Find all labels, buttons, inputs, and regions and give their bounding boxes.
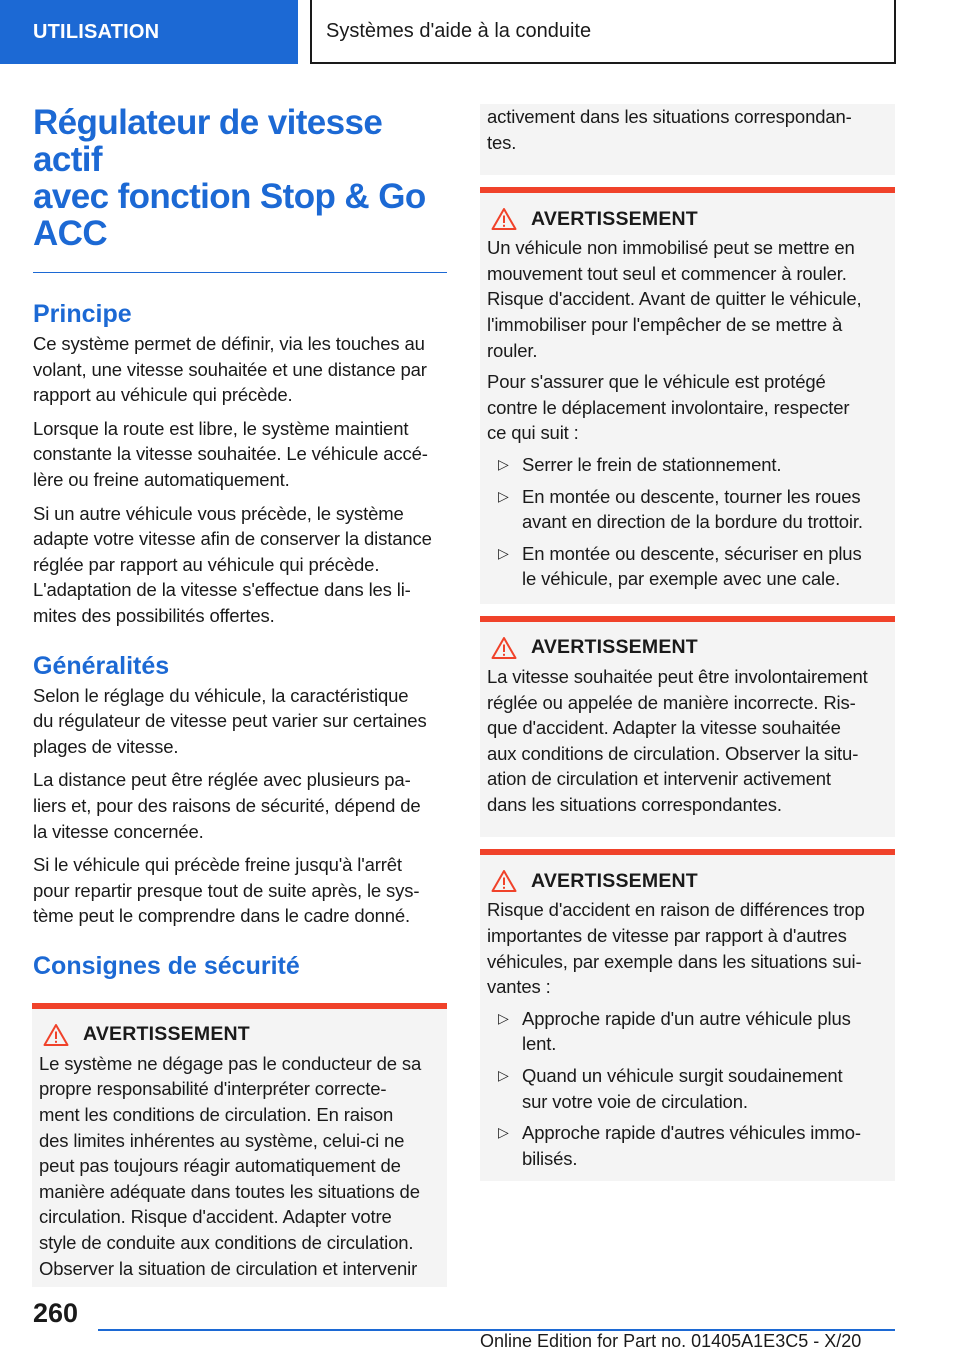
edition-label: Online Edition for Part no. 01405A1E3C5 - X/20 xyxy=(480,1331,862,1351)
paragraph: La distance peut être réglée avec plusieurs pa- liers et, pour des raisons de sécurité, dépend de la vitesse concernée. xyxy=(33,769,421,842)
right-column xyxy=(480,104,895,1181)
heading-principe: Principe xyxy=(33,300,132,328)
chapter-label: UTILISATION xyxy=(33,20,160,43)
heading-consignes: Consignes de sécurité xyxy=(33,951,300,980)
paragraph: Lorsque la route est libre, le système maintient constante la vitesse souhaitée. Le véhicule accé- lère ou freine automatiquement. xyxy=(33,417,428,490)
warning-title: AVERTISSEMENT xyxy=(83,1023,250,1046)
warning-box xyxy=(480,187,895,604)
list-item: ▷ Quand un véhicule surgit soudainement sur votre voie de circulation. xyxy=(498,1065,843,1112)
list-item: ▷ Approche rapide d'un autre véhicule plus lent. xyxy=(498,1007,851,1055)
warning-triangle-icon xyxy=(43,1023,69,1047)
bullet-list xyxy=(487,1006,887,1172)
bullet-icon: ▷ xyxy=(498,487,509,504)
bullet-icon: ▷ xyxy=(498,544,509,561)
warning-triangle-icon xyxy=(491,636,517,660)
bullet-icon: ▷ xyxy=(498,1124,509,1141)
warning-title: AVERTISSEMENT xyxy=(531,636,698,659)
title-line: avec fonction Stop & Go xyxy=(33,177,426,216)
warning-text: Risque d'accident en raison de différences trop importantes de vitesse par rapport à d'autres véhicules, par exemple dans les situations sui- vantes : xyxy=(487,899,865,998)
warning-box xyxy=(480,849,895,1181)
title-divider xyxy=(33,272,447,273)
section-label: Systèmes d'aide à la conduite xyxy=(326,19,592,42)
paragraph: Ce système permet de définir, via les touches au volant, une vitesse souhaitée et une distance par rapport au véhicule qui précède. xyxy=(33,333,427,406)
warning-text: La vitesse souhaitée peut être involontairement réglée ou appelée de manière incorrecte. Ris- que d'accident. Adapter la vitesse souhaitée aux conditions de circulation. Observer la situ- ation de circulation et intervenir activement dans les situations correspondantes. xyxy=(487,665,868,815)
list-item: ▷ Approche rapide d'autres véhicules immo- bilisés. xyxy=(498,1122,861,1169)
list-item: ▷ En montée ou descente, sécuriser en plus le véhicule, par exemple avec une cale. xyxy=(498,542,862,590)
warning-title: AVERTISSEMENT xyxy=(531,869,698,892)
bullet-icon: ▷ xyxy=(498,1067,509,1084)
warning-box xyxy=(480,616,895,838)
list-item: ▷ En montée ou descente, tourner les roues avant en direction de la bordure du trottoir. xyxy=(498,485,863,533)
title-line: ACC xyxy=(33,214,108,253)
paragraph: Si le véhicule qui précède freine jusqu'à l'arrêt pour repartir presque tout de suite après, le sys- tème peut le comprendre dans le cadre donné. xyxy=(33,854,420,927)
heading-generalites: Généralités xyxy=(33,651,170,680)
left-column xyxy=(33,104,447,1287)
title-line: Régulateur de vitesse actif xyxy=(33,103,383,179)
warning-title: AVERTISSEMENT xyxy=(531,207,698,230)
section-header xyxy=(310,0,896,64)
warning-text: Un véhicule non immobilisé peut se mettre en mouvement tout seul et commencer à rouler. Risque d'accident. Avant de quitter le véhicule, l'immobiliser pour l'empêcher de se mettre à rouler. xyxy=(487,237,862,361)
paragraph: Si un autre véhicule vous précède, le système adapte votre vitesse afin de conserver la distance réglée par rapport au véhicule qui précède. L'adaptation de la vitesse s'effectue dans les li- mites des possibilités offertes. xyxy=(33,502,432,626)
page-number: 260 xyxy=(33,1298,79,1328)
list-item: ▷ Serrer le frein de stationnement. xyxy=(487,452,887,478)
warning-triangle-icon xyxy=(491,869,517,893)
bullet-icon: ▷ xyxy=(498,455,509,472)
warning-continuation: activement dans les situations correspondan- tes. xyxy=(480,104,895,175)
bullet-icon: ▷ xyxy=(498,1009,509,1026)
chapter-tab xyxy=(0,0,298,64)
warning-triangle-icon xyxy=(491,207,517,231)
paragraph: Selon le réglage du véhicule, la caractéristique du régulateur de vitesse peut varier sur certaines plages de vitesse. xyxy=(33,684,427,757)
page-title xyxy=(33,104,447,252)
warning-text: Le système ne dégage pas le conducteur de sa propre responsabilité d'interpréter correcte- ment les conditions de circulation. En raison des limites inhérentes au système, celui-ci ne peut pas toujours réagir automatiquement de manière adéquate dans toutes les situations de circulation. Risque d'accident. Adapter votre style de conduite aux conditions de circulation. Observer la situation de circulation et intervenir xyxy=(39,1052,422,1279)
warning-text: Pour s'assurer que le véhicule est protégé contre le déplacement involontaire, respecter ce qui suit : xyxy=(487,371,850,444)
bullet-list xyxy=(487,452,887,592)
warning-box xyxy=(32,1003,447,1287)
